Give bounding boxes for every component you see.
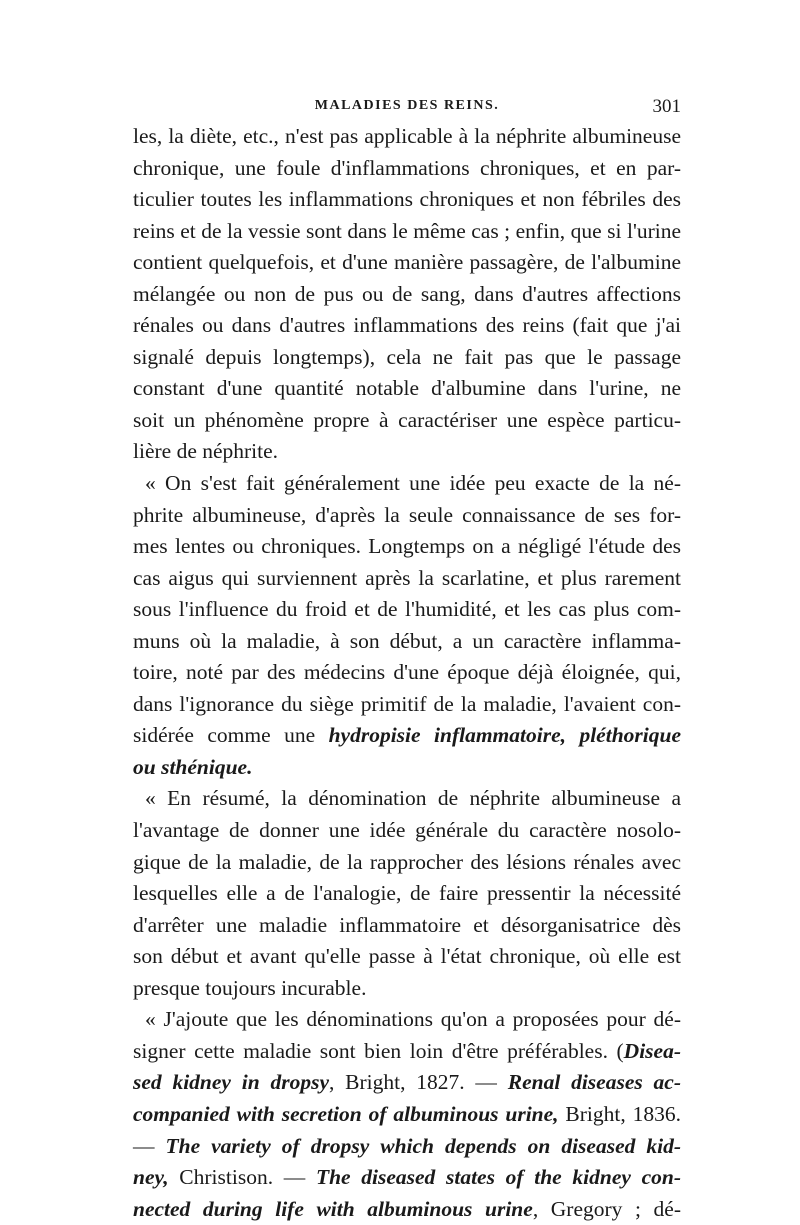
text-line: constant d'une quantité notable d'albumine dans l'urine, ne: [133, 376, 681, 401]
italic-text: ney,: [133, 1165, 169, 1190]
text-line: « En résumé, la dénomination de néphrite albumineuse a: [145, 786, 681, 811]
text-line: signalé depuis longtemps), cela ne fait pas que le passage: [133, 344, 681, 369]
text-line: lesquelles elle a de l'analogie, de faire pressentir la nécessité: [133, 881, 681, 906]
italic-text: Renal diseases ac-: [507, 1070, 681, 1095]
text-line: chronique, une foule d'inflammations chroniques, et en par-: [133, 155, 681, 180]
text-line: soit un phénomène propre à caractériser une espèce particu-: [133, 407, 681, 432]
text-line: [133, 1162, 681, 1194]
text-line: rénales ou dans d'autres inflammations des reins (fait que j'ai: [133, 313, 681, 338]
text-segment: sidérée comme une: [133, 723, 329, 748]
body-text: [133, 121, 681, 1225]
text-line: reins et de la vessie sont dans le même cas ; enfin, que si l'urine: [133, 218, 681, 243]
page-number: 301: [652, 96, 681, 117]
text-line: [133, 720, 681, 752]
italic-text: Disea-: [623, 1038, 681, 1063]
italic-text: The variety of dropsy which depends on diseased kid-: [165, 1133, 682, 1158]
text-line: muns où la maladie, à son début, a un caractère inflamma-: [133, 628, 681, 653]
italic-text: hydropisie inflammatoire, pléthorique: [328, 723, 681, 748]
text-line: [133, 752, 681, 784]
text-line: [133, 1099, 681, 1131]
text-line: les, la diète, etc., n'est pas applicable à la néphrite albumineuse: [133, 124, 681, 148]
text-line: [133, 1194, 681, 1225]
text-line: presque toujours incurable.: [133, 975, 367, 1000]
text-line: son début et avant qu'elle passe à l'état chronique, où elle est: [133, 944, 681, 969]
text-segment: signer cette maladie sont bien loin d'être préférables. (: [133, 1038, 624, 1063]
text-segment: Bright, 1836.: [558, 1101, 681, 1126]
italic-text: ou sthénique.: [133, 754, 253, 779]
text-line: toire, noté par des médecins d'une époque déjà éloignée, qui,: [133, 660, 681, 685]
text-line: sous l'influence du froid et de l'humidité, et les cas plus com-: [133, 597, 681, 622]
italic-text: The diseased states of the kidney con-: [315, 1165, 681, 1190]
text-line: d'arrêter une maladie inflammatoire et désorganisatrice dès: [133, 912, 681, 937]
text-line: lière de néphrite.: [133, 439, 279, 464]
running-head: [133, 96, 681, 120]
text-line: [133, 1036, 681, 1068]
italic-text: companied with secretion of albuminous urine,: [133, 1101, 559, 1126]
text-segment: , Gregory ; dé-: [532, 1196, 681, 1221]
text-line: [133, 1131, 681, 1163]
text-line: cas aigus qui surviennent après la scarlatine, et plus rarement: [133, 565, 681, 590]
text-line: l'avantage de donner une idée générale du caractère nosolo-: [133, 818, 681, 843]
text-line: mélangée ou non de pus ou de sang, dans d'autres affections: [133, 281, 681, 306]
text-line: phrite albumineuse, d'après la seule connaissance de ses for-: [133, 502, 681, 527]
text-segment: Christison. —: [168, 1165, 316, 1190]
text-line: mes lentes ou chroniques. Longtemps on a négligé l'étude des: [133, 534, 681, 559]
text-line: ticulier toutes les inflammations chroniques et non fébriles des: [133, 187, 681, 212]
italic-text: nected during life with albuminous urine: [133, 1196, 533, 1221]
text-line: contient quelquefois, et d'une manière passagère, de l'albumine: [133, 250, 681, 275]
text-segment: , Bright, 1827. —: [329, 1070, 508, 1095]
running-title: MALADIES DES REINS.: [314, 98, 500, 113]
italic-text: sed kidney in dropsy: [133, 1070, 329, 1095]
text-line: « On s'est fait généralement une idée peu exacte de la né-: [145, 471, 681, 496]
text-line: « J'ajoute que les dénominations qu'on a proposées pour dé-: [145, 1007, 681, 1032]
text-line: gique de la maladie, de la rapprocher des lésions rénales avec: [133, 849, 681, 874]
text-line: [133, 1067, 681, 1099]
text-line: dans l'ignorance du siège primitif de la maladie, l'avaient con-: [133, 691, 681, 716]
text-segment: —: [133, 1133, 166, 1158]
